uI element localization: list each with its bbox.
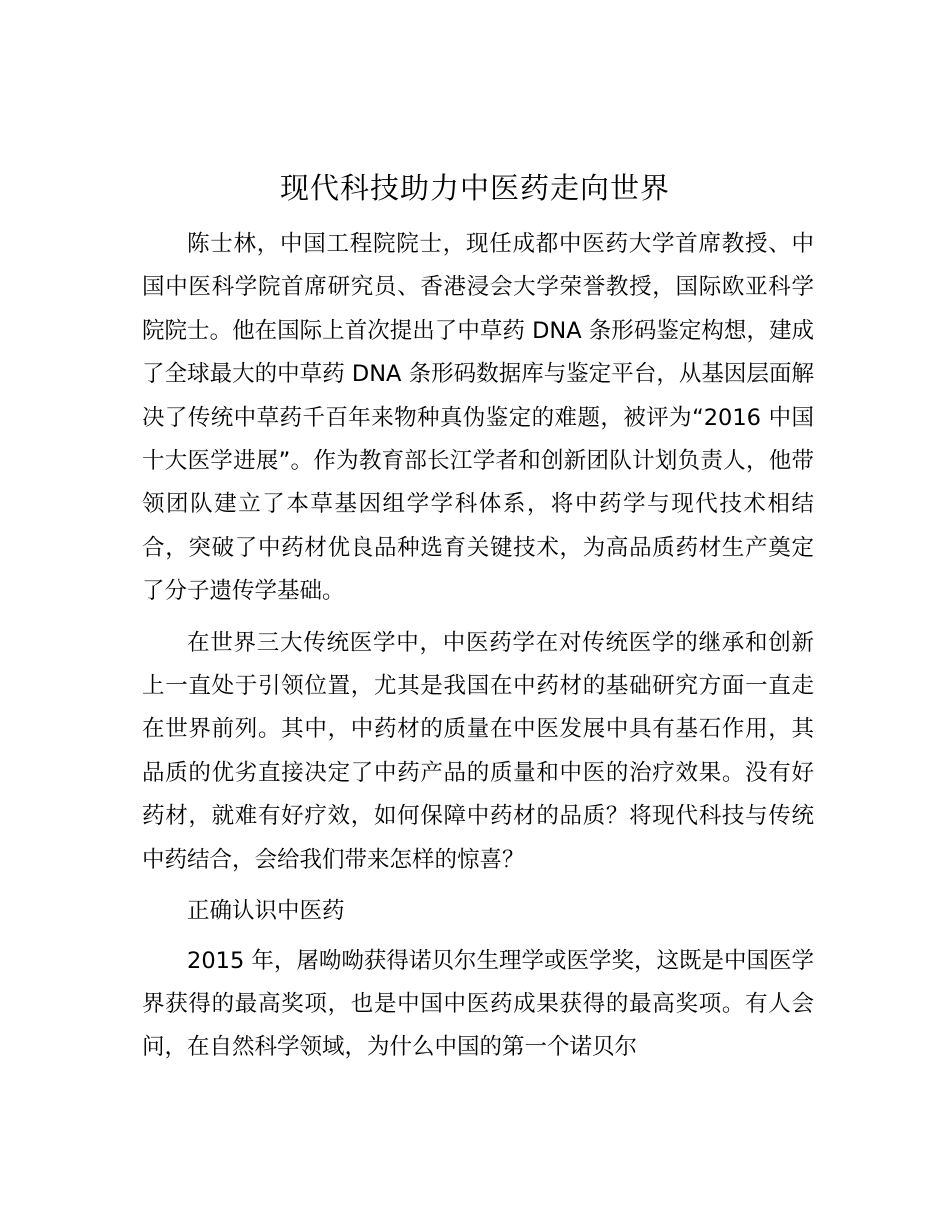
section-heading: 正确认识中医药 [187, 898, 345, 925]
paragraph-3: 2015 年，屠呦呦获得诺贝尔生理学或医学奖，这既是中国医学界获得的最高奖项，也是中国中医药成果获得的最高奖项。有人会问，在自然科学领域，为什么中国的第一个诺贝尔 [142, 947, 814, 1061]
document-title: 现代科技助力中医药走向世界 [279, 171, 670, 205]
paragraph-2: 在世界三大传统医学中，中医药学在对传统医学的继承和创新上一直处于引领位置，尤其是我国在中药材的基础研究方面一直走在世界前列。其中，中药材的质量在中医发展中具有基石作用，其品质的优劣直接决定了中药产品的质量和中医的治疗效果。没有好药材，就难有好疗效，如何保障中药材的品质？将现代科技与传统中药结合，会给我们带来怎样的惊喜？ [142, 629, 814, 873]
document-body [142, 223, 814, 1078]
paragraph-1: 陈士林，中国工程院院士，现任成都中医药大学首席教授、中国中医科学院首席研究员、香港浸会大学荣誉教授，国际欧亚科学院院士。他在国际上首次提出了中草药 DNA 条形码鉴定构想，建成了全球最大的中草药 DNA 条形码数据库与鉴定平台，从基因层面解决了传统中草药千百年来物种真伪鉴定的难题，被评为“2016 中国十大医学进展”。作为教育部长江学者和创新团队计划负责人，他带领团队建立了本草基因组学学科体系，将中药学与现代技术相结合，突破了中药材优良品种选育关键技术，为高品质药材生产奠定了分子遗传学基础。 [142, 231, 814, 605]
